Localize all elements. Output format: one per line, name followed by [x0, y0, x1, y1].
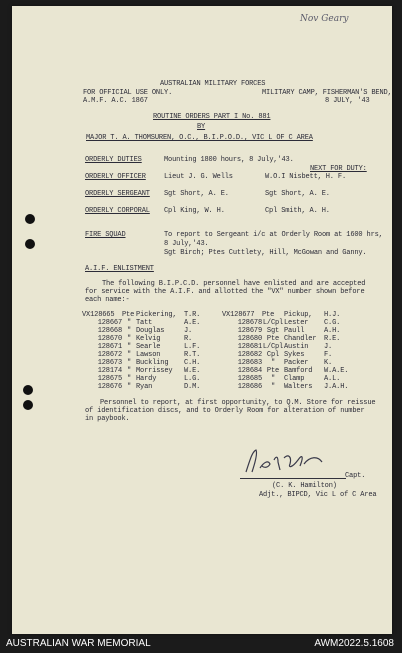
rank: L/Cpl	[262, 343, 284, 351]
initials: R.E.	[324, 335, 341, 343]
rank: "	[270, 359, 276, 367]
list-item	[222, 335, 340, 343]
rank: Pte	[262, 311, 275, 319]
fire-squad-line-1: To report to Sergeant i/c at Orderly Room at 1600 hrs,	[164, 231, 383, 239]
signatory-title: Adjt., BIPCD, Vic L of C Area	[259, 491, 377, 499]
enlistment-footer-2: of identification discs, and to Orderly Room for alteration of number	[85, 407, 365, 415]
service-number: 128686	[237, 383, 262, 391]
orderly-officer-next: W.O.I Nisbett, H. F.	[265, 173, 347, 181]
rank: "	[126, 359, 132, 367]
initials: H.J.	[324, 311, 341, 319]
rank: Sgt	[266, 327, 280, 335]
orderly-corporal-label: ORDERLY CORPORAL	[85, 207, 150, 215]
rank: Pte	[266, 367, 280, 375]
fire-squad-line-3: Sgt Birch; Ptes Cuttlety, Hill, McGowan and Ganny.	[164, 249, 367, 257]
initials: A.E.	[184, 319, 201, 327]
initials: W.A.E.	[324, 367, 349, 375]
surname: Bamford	[284, 367, 313, 375]
initials: C.H.	[184, 359, 201, 367]
rank: "	[270, 383, 276, 391]
rank: Pte	[122, 311, 135, 319]
initials: W.E.	[184, 367, 201, 375]
rank: "	[126, 319, 132, 327]
orderly-sergeant-next: Sgt Short, A. E.	[265, 190, 330, 198]
list-item	[82, 383, 200, 391]
enlistment-intro-1: The following B.I.P.C.D. personnel have enlisted and are accepted	[102, 280, 366, 288]
initials: A.L.	[324, 375, 341, 383]
surname: Lester	[284, 319, 309, 327]
fire-squad-label: FIRE SQUAD	[85, 231, 126, 239]
signature-icon	[240, 442, 340, 480]
surname: Tatt	[136, 319, 153, 327]
service-number: 128670	[97, 335, 122, 343]
service-number: 128685	[237, 375, 262, 383]
list-item	[82, 311, 200, 319]
orders-title: ROUTINE ORDERS PART I No. 881	[153, 113, 271, 121]
list-item	[82, 351, 200, 359]
surname: Pickering,	[136, 311, 177, 319]
initials: J.	[324, 343, 333, 351]
org-heading: AUSTRALIAN MILITARY FORCES	[160, 80, 266, 88]
surname: Kelvig	[136, 335, 161, 343]
initials: J.A.H.	[324, 383, 349, 391]
orderly-duties-heading: ORDERLY DUTIES	[85, 156, 142, 164]
service-number: 128675	[97, 375, 122, 383]
enlistment-intro-3: each name:-	[85, 296, 130, 304]
rank: Cpl	[266, 351, 280, 359]
enlistment-footer-3: in paybook.	[85, 415, 130, 423]
enlistment-intro-2: for service with the A.I.F. and allotted the "VX" number shown before	[85, 288, 365, 296]
initials: T.R.	[184, 311, 201, 319]
service-number: 128676	[97, 383, 122, 391]
service-number: 128679	[237, 327, 262, 335]
commander-line: MAJOR T. A. THOMSUREN, O.C., B.I.P.O.D., VIC L OF C AREA	[86, 134, 313, 142]
orderly-officer-current: Lieut J. G. Wells	[164, 173, 233, 181]
service-number: 128174	[97, 367, 122, 375]
rank: L/Cpl	[262, 319, 284, 327]
header-left-2: A.M.F. A.C. 1867	[83, 97, 148, 105]
service-number: 128673	[97, 359, 122, 367]
service-number: 128667	[97, 319, 122, 327]
initials: J.	[184, 327, 193, 335]
surname: Clamp	[284, 375, 305, 383]
punch-hole	[25, 239, 35, 249]
initials: L.F.	[184, 343, 201, 351]
list-item	[82, 335, 192, 343]
initials: D.M.	[184, 383, 201, 391]
rank: "	[126, 375, 132, 383]
surname: Buckling	[136, 359, 169, 367]
header-left-1: FOR OFFICIAL USE ONLY.	[83, 89, 173, 97]
surname: Chandler	[284, 335, 317, 343]
rank: "	[126, 327, 132, 335]
rank: "	[126, 351, 132, 359]
signature-line	[240, 478, 346, 479]
service-number: VX128677	[222, 311, 255, 319]
list-item	[222, 311, 340, 319]
orderly-corporal-current: Cpl King, W. H.	[164, 207, 225, 215]
service-number: 128680	[237, 335, 262, 343]
rank: Pte	[266, 335, 280, 343]
list-item	[222, 383, 348, 391]
service-number: 128683	[237, 359, 262, 367]
surname: Douglas	[136, 327, 165, 335]
initials: C.G.	[324, 319, 341, 327]
initials: L.G.	[184, 375, 201, 383]
surname: Walters	[284, 383, 313, 391]
orderly-sergeant-label: ORDERLY SERGEANT	[85, 190, 150, 198]
list-item	[82, 367, 200, 375]
document-page	[12, 6, 392, 634]
list-item	[82, 359, 200, 367]
punch-hole	[25, 214, 35, 224]
service-number: 128671	[97, 343, 122, 351]
footer-source: AUSTRALIAN WAR MEMORIAL	[6, 638, 151, 649]
signature-capt: Capt.	[345, 472, 366, 480]
surname: Ryan	[136, 383, 153, 391]
header-right-1: MILITARY CAMP, FISHERMAN'S BEND,	[262, 89, 392, 97]
orderly-officer-label: ORDERLY OFFICER	[85, 173, 146, 181]
rank: "	[126, 343, 132, 351]
list-item	[222, 327, 340, 335]
list-item	[82, 343, 200, 351]
list-item	[222, 351, 332, 359]
list-item	[82, 319, 200, 327]
surname: Pickup,	[284, 311, 313, 319]
rank: "	[270, 375, 276, 383]
surname: Austin	[284, 343, 309, 351]
initials: R.	[184, 335, 193, 343]
list-item	[222, 319, 340, 327]
service-number: 128668	[97, 327, 122, 335]
list-item	[222, 343, 332, 351]
surname: Packer	[284, 359, 309, 367]
surname: Sykes	[284, 351, 305, 359]
orderly-sergeant-current: Sgt Short, A. E.	[164, 190, 229, 198]
list-item	[82, 375, 200, 383]
service-number: 128682	[237, 351, 262, 359]
fire-squad-line-2: 8 July,'43.	[164, 240, 209, 248]
surname: Searle	[136, 343, 161, 351]
orderly-corporal-next: Cpl Smith, A. H.	[265, 207, 330, 215]
rank: "	[126, 383, 132, 391]
surname: Morrissey	[136, 367, 173, 375]
initials: A.H.	[324, 327, 341, 335]
initials: F.	[324, 351, 333, 359]
list-item	[222, 375, 340, 383]
signatory-name: (C. K. Hamilton)	[272, 482, 337, 490]
rank: "	[126, 335, 132, 343]
punch-hole	[23, 385, 33, 395]
service-number: VX128665	[82, 311, 115, 319]
enlistment-footer-1: Personnel to report, at first opportunity, to Q.M. Store for reissue	[100, 399, 376, 407]
surname: Paull	[284, 327, 305, 335]
list-item	[222, 367, 348, 375]
service-number: 128678	[237, 319, 262, 327]
footer-accession: AWM2022.5.1608	[314, 638, 394, 649]
list-item	[222, 359, 332, 367]
handwritten-note: Nov Geary	[300, 14, 349, 24]
service-number: 128681	[237, 343, 262, 351]
orders-by: BY	[197, 123, 206, 131]
enlistment-heading: A.I.F. ENLISTMENT	[85, 265, 154, 273]
surname: Hardy	[136, 375, 157, 383]
initials: R.T.	[184, 351, 201, 359]
next-for-duty-heading: NEXT FOR DUTY:	[310, 165, 367, 173]
initials: K.	[324, 359, 333, 367]
surname: Lawson	[136, 351, 161, 359]
service-number: 128684	[237, 367, 262, 375]
punch-hole	[23, 400, 33, 410]
mounting-text: Mounting 1800 hours, 8 July,'43.	[164, 156, 294, 164]
header-date: 8 JULY, '43	[325, 97, 370, 105]
service-number: 128672	[97, 351, 122, 359]
rank: "	[126, 367, 132, 375]
list-item	[82, 327, 192, 335]
